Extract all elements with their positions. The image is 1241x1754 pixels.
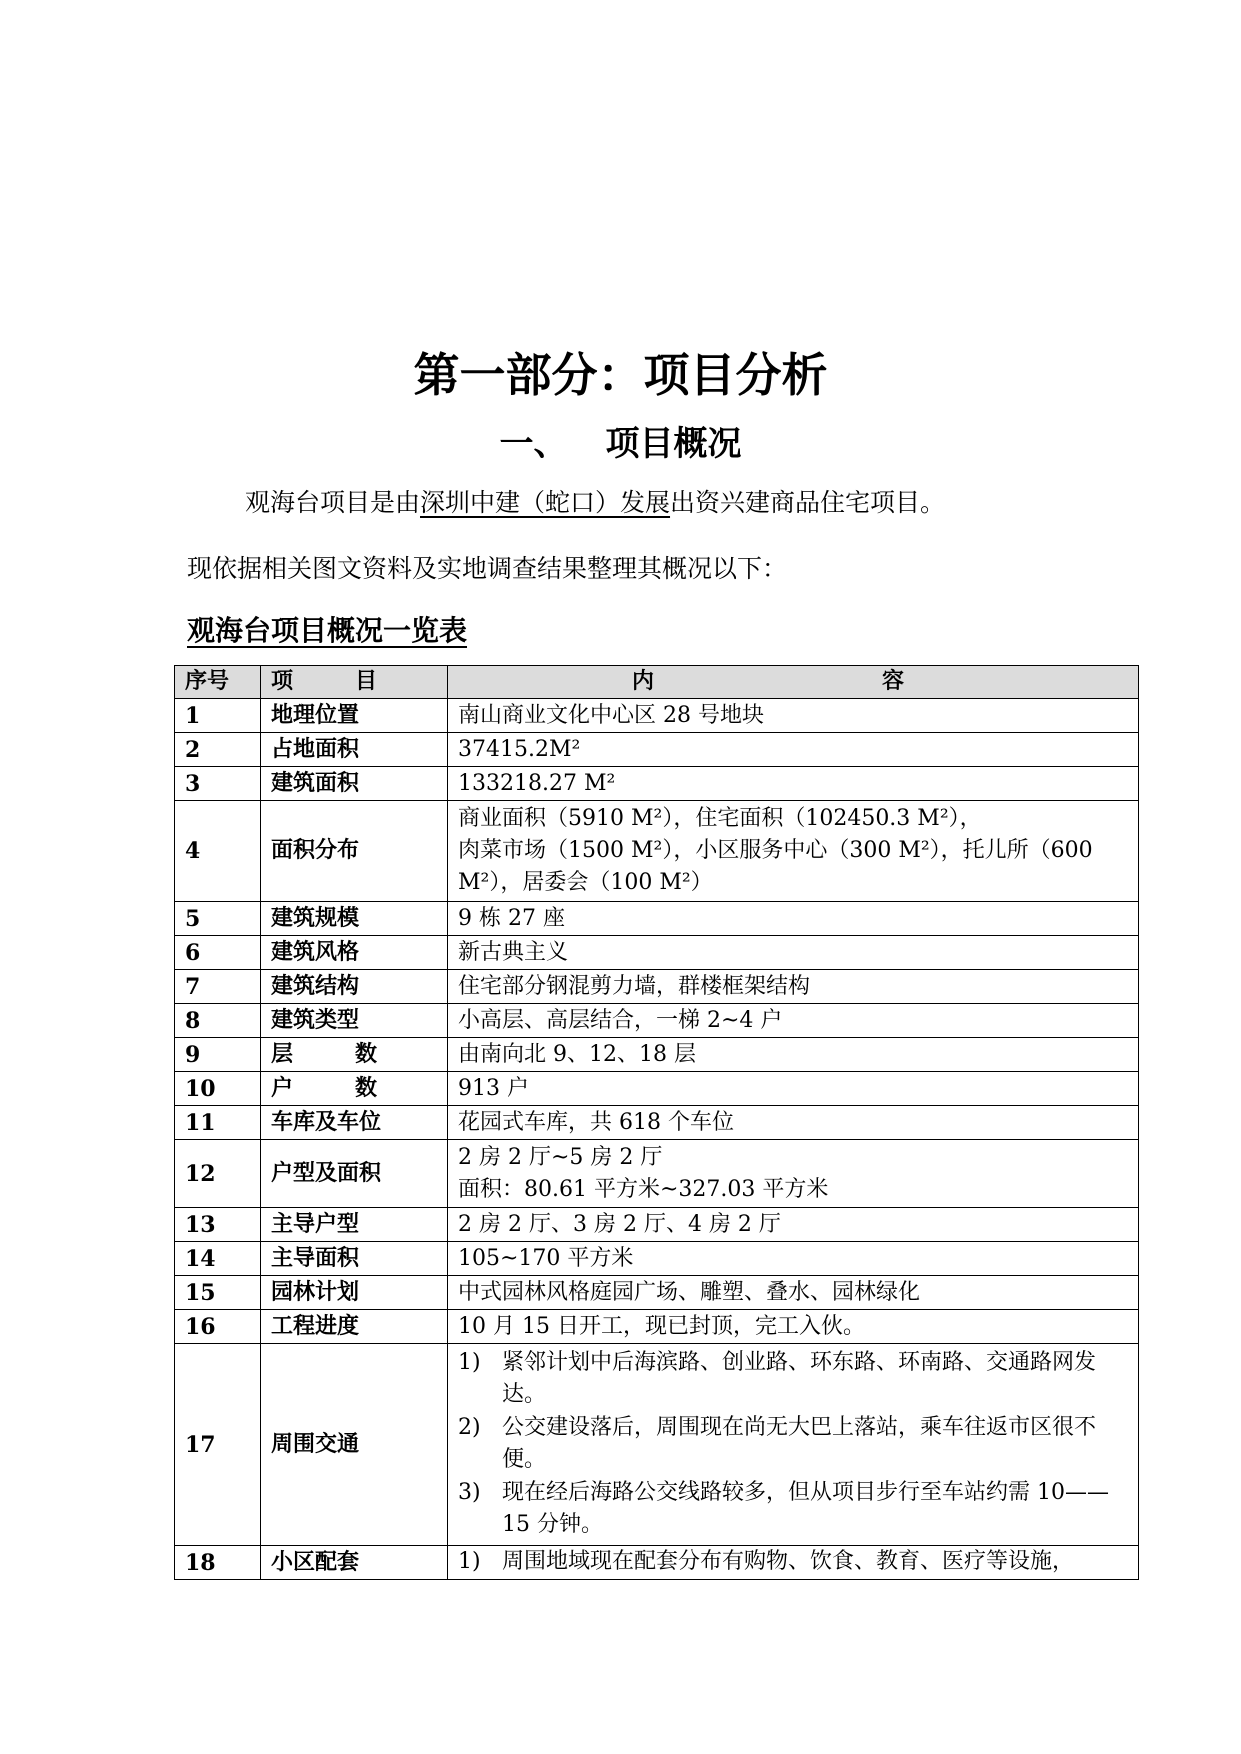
row-content: 9 栋 27 座	[448, 902, 1139, 936]
row-number: 18	[175, 1546, 261, 1580]
row-item: 主导户型	[261, 1208, 448, 1242]
row-item: 建筑结构	[261, 970, 448, 1004]
row-content	[448, 1140, 1139, 1208]
row-content: 南山商业文化中心区 28 号地块	[448, 699, 1139, 733]
row-content: 中式园林风格庭园广场、雕塑、叠水、园林绿化	[448, 1276, 1139, 1310]
table-row	[175, 699, 1139, 733]
table-row	[175, 1140, 1139, 1208]
content-line: 肉菜市场（1500 M²），小区服务中心（300 M²），托儿所（600	[458, 838, 1093, 863]
table-row	[175, 1038, 1139, 1072]
content-line: 2 房 2 厅~5 房 2 厅	[458, 1144, 663, 1170]
list-item: 3) 现在经后海路公交线路较多，但从项目步行至车站约需 10——15 分钟。	[458, 1480, 1109, 1537]
table-row	[175, 1310, 1139, 1344]
developer-name: 深圳中建（蛇口）发展	[420, 488, 671, 517]
row-number: 3	[175, 767, 261, 801]
project-overview-table	[174, 665, 1139, 1580]
row-content: 133218.27 M²	[448, 767, 1139, 801]
row-number: 7	[175, 970, 261, 1004]
row-number: 4	[175, 801, 261, 902]
table-row	[175, 902, 1139, 936]
row-number: 11	[175, 1106, 261, 1140]
row-item: 户 数	[261, 1072, 448, 1106]
page-title: 第一部分：项目分析	[413, 348, 828, 402]
row-item: 周围交通	[261, 1344, 448, 1546]
row-item: 建筑面积	[261, 767, 448, 801]
row-item: 建筑规模	[261, 902, 448, 936]
row-item: 地理位置	[261, 699, 448, 733]
table-row	[175, 1242, 1139, 1276]
table-row	[175, 1106, 1139, 1140]
row-item: 小区配套	[261, 1546, 448, 1580]
row-content: 10 月 15 日开工，现已封顶，完工入伙。	[448, 1310, 1139, 1344]
row-item: 户型及面积	[261, 1140, 448, 1208]
table-row	[175, 970, 1139, 1004]
table-row	[175, 1276, 1139, 1310]
row-number: 2	[175, 733, 261, 767]
section-number: 一、	[499, 424, 568, 464]
table-row	[175, 936, 1139, 970]
list-item: 1) 紧邻计划中后海滨路、创业路、环东路、环南路、交通路网发达。	[458, 1350, 1097, 1407]
intro-before: 观海台项目是由	[245, 488, 421, 517]
header-no: 序号	[175, 666, 261, 699]
row-content: 2 房 2 厅、3 房 2 厅、4 房 2 厅	[448, 1208, 1139, 1242]
facilities-list	[458, 1546, 1128, 1579]
list-item: 1) 周围地域现在配套分布有购物、饮食、教育、医疗等设施，	[458, 1549, 1075, 1574]
table-header-row	[175, 666, 1139, 699]
row-item: 建筑风格	[261, 936, 448, 970]
row-number: 13	[175, 1208, 261, 1242]
row-content: 新古典主义	[448, 936, 1139, 970]
section-title: 项目概况	[605, 424, 742, 464]
table-row	[175, 733, 1139, 767]
row-content	[448, 801, 1139, 902]
row-number: 5	[175, 902, 261, 936]
table-row	[175, 767, 1139, 801]
row-item: 工程进度	[261, 1310, 448, 1344]
row-content	[448, 1546, 1139, 1580]
content-line: 面积：80.61 平方米~327.03 平方米	[458, 1176, 829, 1202]
row-number: 15	[175, 1276, 261, 1310]
section-heading	[0, 420, 1241, 468]
row-item: 车库及车位	[261, 1106, 448, 1140]
row-number: 12	[175, 1140, 261, 1208]
row-item: 主导面积	[261, 1242, 448, 1276]
intro-paragraph-2: 现依据相关图文资料及实地调查结果整理其概况以下：	[187, 554, 788, 583]
row-number: 8	[175, 1004, 261, 1038]
table-row	[175, 1546, 1139, 1580]
row-content	[448, 1344, 1139, 1546]
row-item: 占地面积	[261, 733, 448, 767]
row-item: 建筑类型	[261, 1004, 448, 1038]
row-content: 37415.2M²	[448, 733, 1139, 767]
row-content: 105~170 平方米	[448, 1242, 1139, 1276]
header-item: 项 目	[261, 666, 448, 699]
row-content: 花园式车库，共 618 个车位	[448, 1106, 1139, 1140]
table-title: 观海台项目概况一览表	[187, 614, 468, 647]
row-content: 913 户	[448, 1072, 1139, 1106]
traffic-list	[458, 1347, 1128, 1542]
table-row	[175, 801, 1139, 902]
row-number: 17	[175, 1344, 261, 1546]
intro-after: 出资兴建商品住宅项目。	[670, 488, 946, 517]
table-row	[175, 1344, 1139, 1546]
row-number: 14	[175, 1242, 261, 1276]
header-content: 内 容	[448, 666, 1139, 699]
table-row	[175, 1004, 1139, 1038]
row-number: 6	[175, 936, 261, 970]
row-item: 园林计划	[261, 1276, 448, 1310]
table-row	[175, 1208, 1139, 1242]
row-content: 住宅部分钢混剪力墙，群楼框架结构	[448, 970, 1139, 1004]
table-row	[175, 1072, 1139, 1106]
content-line: 商业面积（5910 M²），住宅面积（102450.3 M²），	[458, 806, 982, 831]
content-line: M²），居委会（100 M²）	[458, 870, 713, 895]
row-content: 由南向北 9、12、18 层	[448, 1038, 1139, 1072]
row-content: 小高层、高层结合，一梯 2~4 户	[448, 1004, 1139, 1038]
row-item: 面积分布	[261, 801, 448, 902]
row-number: 10	[175, 1072, 261, 1106]
row-number: 16	[175, 1310, 261, 1344]
row-number: 9	[175, 1038, 261, 1072]
list-item: 2) 公交建设落后，周围现在尚无大巴上落站，乘车往返市区很不便。	[458, 1415, 1097, 1472]
row-item: 层 数	[261, 1038, 448, 1072]
intro-paragraph	[245, 485, 945, 521]
row-number: 1	[175, 699, 261, 733]
